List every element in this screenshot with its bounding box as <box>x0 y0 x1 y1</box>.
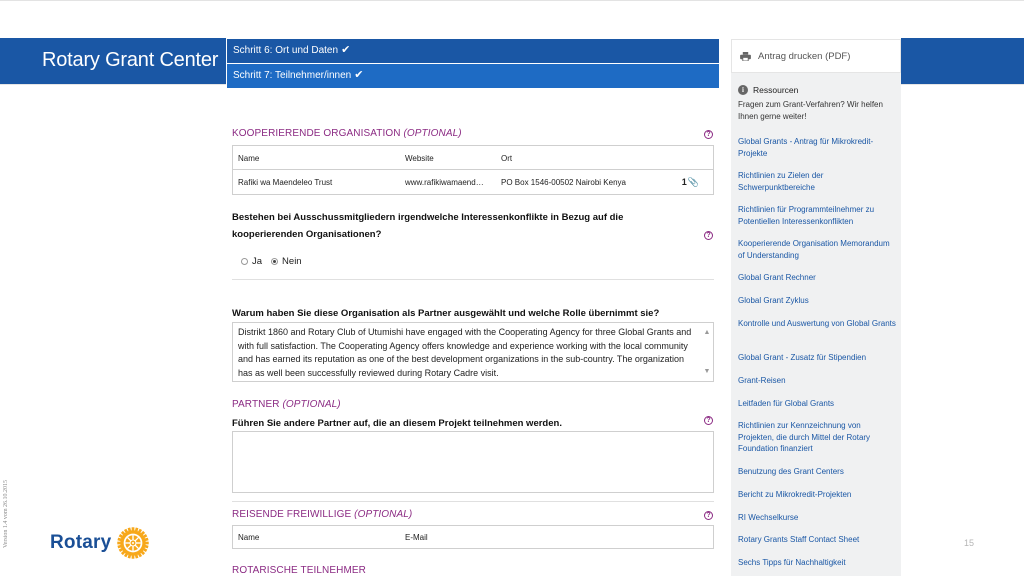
scroll-up-icon[interactable]: ▲ <box>703 329 711 336</box>
resource-link[interactable]: Global Grant Zyklus <box>738 296 809 305</box>
resource-link[interactable]: Global Grant Rechner <box>738 273 816 282</box>
top-border <box>0 0 1024 1</box>
cooperating-organization-table <box>232 145 714 195</box>
partner-question: Führen Sie andere Partner auf, die an diesem Projekt teilnehmen werden. <box>232 418 562 429</box>
resources-heading: i Ressourcen <box>738 85 798 95</box>
column-header-name: Name <box>238 154 260 163</box>
rotary-logo <box>50 526 150 560</box>
paperclip-icon: 📎 <box>687 177 699 187</box>
step-label: Schritt 7: Teilnehmer/innen <box>233 70 352 81</box>
radio-yes[interactable] <box>241 258 248 265</box>
help-icon[interactable]: ? <box>704 416 713 425</box>
partner-reason-text: Distrikt 1860 and Rotary Club of Utumishi have engaged with the Cooperating Agency for three Global Grants and with full satisfaction. The Cooperating Agency offers knowledge and experience working with the local community and has earned its reputation as one of the best development organizations in the sub-country. The organization has as well been successfully reviewed during Rotary Cadre visit. <box>238 327 692 378</box>
resource-link[interactable]: Leitfaden für Global Grants <box>738 399 835 408</box>
resource-link[interactable]: Grant-Reisen <box>738 376 786 385</box>
volunteers-heading: REISENDE FREIWILLIGE (OPTIONAL) <box>232 509 413 520</box>
scroll-down-icon[interactable]: ▼ <box>703 367 711 375</box>
divider <box>0 84 226 85</box>
organization-name: Rafiki wa Maendeleo Trust <box>238 178 333 187</box>
help-icon[interactable]: ? <box>704 511 713 520</box>
grant-form <box>227 90 719 576</box>
table-header <box>233 146 713 170</box>
rotarian-participants-heading: ROTARISCHE TEILNEHMER <box>232 565 366 576</box>
step-participants[interactable] <box>227 64 719 88</box>
resource-link[interactable]: Rotary Grants Staff Contact Sheet <box>738 535 860 544</box>
check-icon: ✔ <box>354 69 364 81</box>
resource-link[interactable]: Richtlinien für Programmteilnehmer zu Potentiellen Interessenkonflikten <box>738 205 875 226</box>
organization-location: PO Box 1546-00502 Nairobi Kenya <box>501 178 626 187</box>
radio-label-yes: Ja <box>252 256 263 267</box>
brand-bar-right <box>901 38 1024 84</box>
print-pdf-button[interactable] <box>731 39 901 73</box>
radio-no[interactable] <box>271 258 278 265</box>
radio-label-no: Nein <box>282 256 302 267</box>
resource-link[interactable]: RI Wechselkurse <box>738 513 799 522</box>
resource-link[interactable]: Kontrolle und Auswertung von Global Grants <box>738 319 896 328</box>
rotary-logo-text: Rotary <box>50 532 112 553</box>
step-label: Schritt 6: Ort und Daten <box>233 45 339 56</box>
resource-link[interactable]: Benutzung des Grant Centers <box>738 467 844 476</box>
rotary-wheel-icon <box>116 526 150 560</box>
print-pdf-label: Antrag drucken (PDF) <box>758 51 851 62</box>
help-icon[interactable]: ? <box>704 130 713 139</box>
volunteers-table <box>232 525 714 549</box>
table-row[interactable] <box>233 170 713 194</box>
partner-heading: PARTNER (OPTIONAL) <box>232 399 341 410</box>
page-number: 15 <box>964 538 975 548</box>
divider <box>901 84 1024 85</box>
help-icon[interactable]: ? <box>704 231 713 240</box>
conflict-question: Bestehen bei Ausschussmitgliedern irgendwelche Interessenkonflikte in Bezug auf die kooperierenden Organisationen? <box>232 212 624 240</box>
resource-link[interactable]: Bericht zu Mikrokredit-Projekten <box>738 490 852 499</box>
column-header-website: Website <box>405 154 434 163</box>
info-icon: i <box>738 85 748 95</box>
partner-reason-textarea[interactable] <box>232 322 714 382</box>
resource-link[interactable]: Sechs Tipps für Nachhaltigkeit <box>738 558 846 567</box>
partner-textarea[interactable] <box>232 431 714 493</box>
resource-link[interactable]: Global Grants - Antrag für Mikrokredit-Projekte <box>738 137 874 158</box>
column-header-name: Name <box>238 533 260 542</box>
attachment-count[interactable]: 1📎 <box>681 177 699 187</box>
resources-sidebar <box>731 39 901 576</box>
resource-link[interactable]: Richtlinien zu Zielen der Schwerpunktbereiche <box>738 171 824 192</box>
resource-link[interactable]: Kooperierende Organisation Memorandum of Understanding <box>738 239 890 260</box>
check-icon: ✔ <box>341 44 351 56</box>
table-header <box>233 526 713 548</box>
column-header-email: E-Mail <box>405 533 428 542</box>
scrollbar[interactable] <box>703 326 711 378</box>
conflict-radio-group <box>241 256 311 267</box>
cooperating-organization-heading: KOOPERIERENDE ORGANISATION (OPTIONAL) <box>232 128 462 139</box>
slide-title: Rotary Grant Center <box>42 49 219 71</box>
resource-link[interactable]: Richtlinien zur Kennzeichnung von Projekten, die durch Mittel der Rotary Foundation finanziert <box>738 421 871 453</box>
column-header-location: Ort <box>501 154 513 163</box>
organization-website: www.rafikiwamaend… <box>405 178 484 187</box>
resources-intro: Fragen zum Grant-Verfahren? Wir helfen Ihnen gerne weiter! <box>738 100 883 121</box>
printer-icon <box>740 52 751 61</box>
divider <box>232 501 714 502</box>
version-label: Version 1.4 vom 26.10.2015 <box>3 480 9 548</box>
step-location-dates[interactable] <box>227 39 719 63</box>
brand-bar <box>0 38 226 84</box>
divider <box>232 279 714 280</box>
partner-reason-question: Warum haben Sie diese Organisation als Partner ausgewählt und welche Rolle übernimmt sie? <box>232 308 660 319</box>
resource-link[interactable]: Global Grant - Zusatz für Stipendien <box>738 353 867 362</box>
